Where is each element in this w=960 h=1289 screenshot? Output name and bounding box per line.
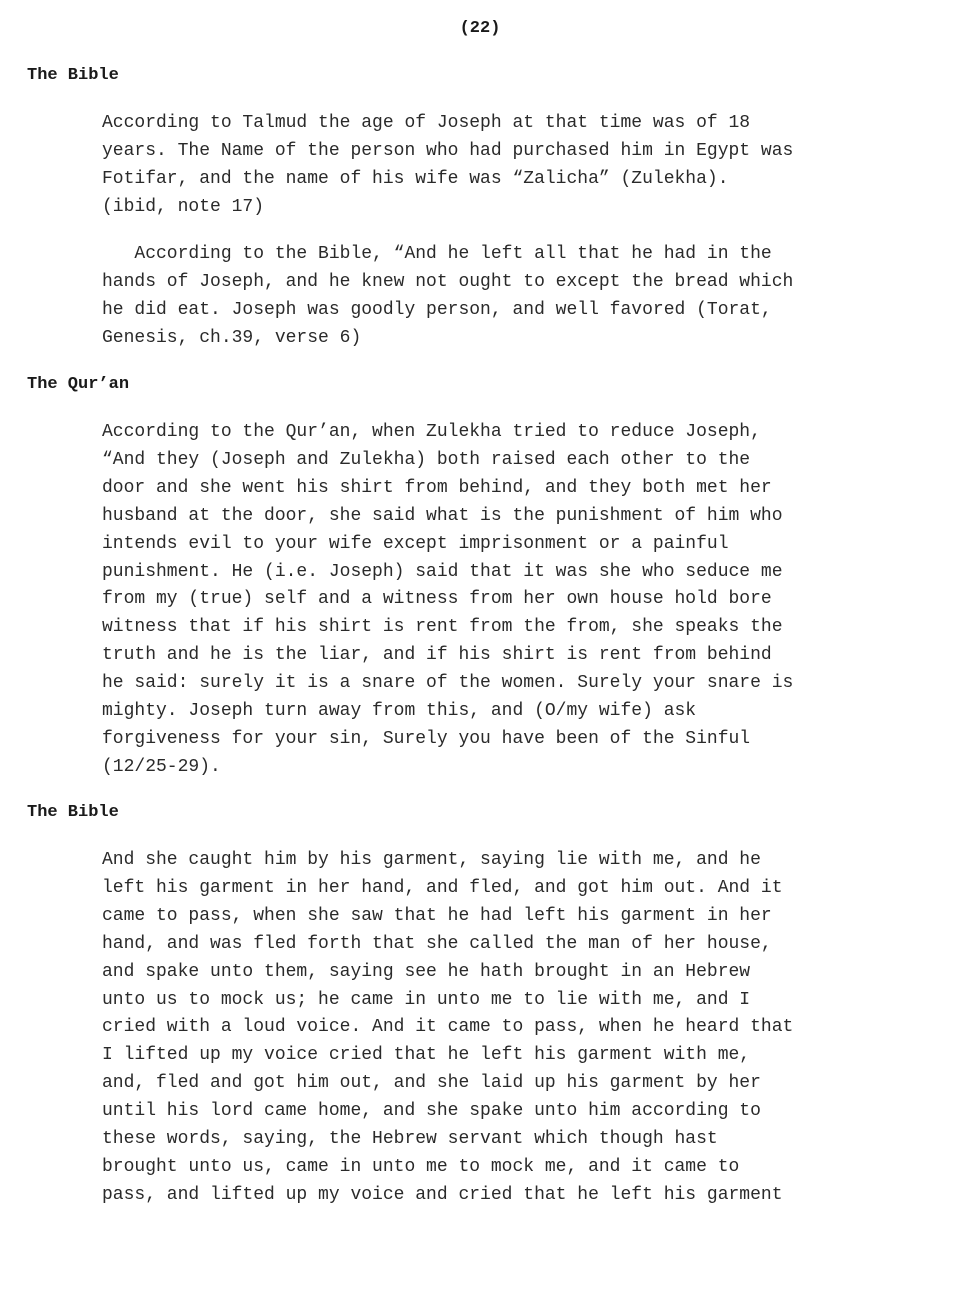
text-line: unto us to mock us; he came in unto me to lie with me, and I bbox=[102, 989, 751, 1010]
paragraph-bible-quote bbox=[102, 241, 932, 353]
text-line: he said: surely it is a snare of the women. Surely your snare is bbox=[102, 673, 794, 694]
text-line: and spake unto them, saying see he hath brought in an Hebrew bbox=[102, 961, 751, 982]
text-line: came to pass, when she saw that he had left his garment in her bbox=[102, 905, 772, 926]
text-line: witness that if his shirt is rent from the from, she speaks the bbox=[102, 617, 783, 638]
section-heading-bible: The Bible bbox=[27, 66, 119, 85]
text-line: cried with a loud voice. And it came to pass, when he heard that bbox=[102, 1017, 794, 1038]
text-line: “And they (Joseph and Zulekha) both raised each other to the bbox=[102, 449, 751, 470]
text-line: from my (true) self and a witness from her own house hold bore bbox=[102, 589, 772, 610]
text-line: mighty. Joseph turn away from this, and (O/my wife) ask bbox=[102, 701, 697, 722]
text-line: intends evil to your wife except imprisonment or a painful bbox=[102, 533, 729, 554]
text-line: punishment. He (i.e. Joseph) said that it was she who seduce me bbox=[102, 561, 783, 582]
paragraph-talmud-age bbox=[102, 110, 932, 222]
text-line: Genesis, ch.39, verse 6) bbox=[102, 327, 362, 348]
text-line: these words, saying, the Hebrew servant which though hast bbox=[102, 1129, 718, 1150]
text-line: door and she went his shirt from behind, and they both met her bbox=[102, 477, 772, 498]
text-line: brought unto us, came in unto me to mock me, and it came to bbox=[102, 1156, 740, 1177]
paragraph-bible-garment bbox=[102, 847, 932, 1210]
text-line: And she caught him by his garment, saying lie with me, and he bbox=[102, 850, 761, 870]
text-line: husband at the door, she said what is the punishment of him who bbox=[102, 505, 783, 526]
text-line: left his garment in her hand, and fled, and got him out. And it bbox=[102, 877, 783, 898]
paragraph-quran-quote bbox=[102, 419, 932, 782]
text-line: and, fled and got him out, and she laid up his garment by her bbox=[102, 1073, 761, 1094]
text-line: (12/25-29). bbox=[102, 756, 221, 777]
text-line: According to the Qur’an, when Zulekha tried to reduce Joseph, bbox=[102, 422, 761, 442]
text-line: he did eat. Joseph was goodly person, and well favored (Torat, bbox=[102, 299, 772, 320]
text-line: truth and he is the liar, and if his shirt is rent from behind bbox=[102, 645, 772, 666]
text-line: years. The Name of the person who had purchased him in Egypt was bbox=[102, 140, 794, 161]
text-line: until his lord came home, and she spake unto him according to bbox=[102, 1101, 761, 1122]
text-line: Fotifar, and the name of his wife was “Zalicha” (Zulekha). bbox=[102, 168, 729, 189]
text-line: (ibid, note 17) bbox=[102, 196, 265, 217]
text-line: According to Talmud the age of Joseph at that time was of 18 bbox=[102, 113, 751, 133]
text-line: hands of Joseph, and he knew not ought to except the bread which bbox=[102, 271, 794, 292]
section-heading-bible: The Bible bbox=[27, 803, 119, 822]
text-line: I lifted up my voice cried that he left his garment with me, bbox=[102, 1045, 751, 1066]
page-number: (22) bbox=[459, 19, 501, 38]
text-line: hand, and was fled forth that she called the man of her house, bbox=[102, 933, 772, 954]
text-line: pass, and lifted up my voice and cried that he left his garment bbox=[102, 1184, 783, 1205]
text-line: According to the Bible, “And he left all that he had in the bbox=[102, 244, 772, 264]
text-line: forgiveness for your sin, Surely you have been of the Sinful bbox=[102, 728, 751, 749]
section-heading-quran: The Qur’an bbox=[27, 375, 130, 394]
